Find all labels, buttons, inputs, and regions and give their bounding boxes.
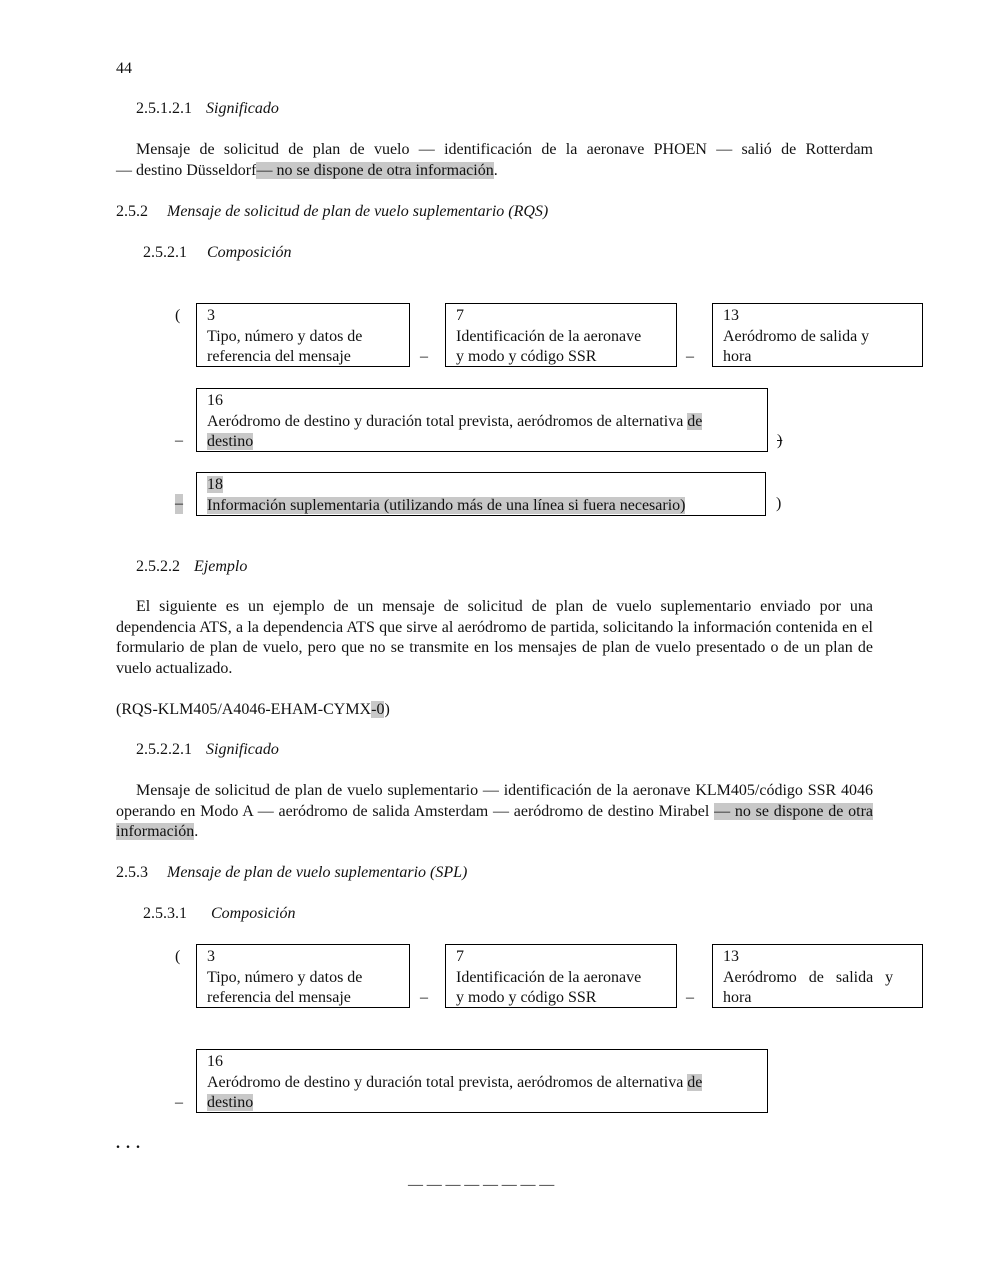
field-box-13: [712, 303, 923, 367]
field-label: [207, 496, 755, 517]
section-title: Significado: [206, 741, 279, 758]
field-label: y modo y código SSR: [456, 348, 597, 365]
highlighted-text: Información suplementaria (utilizando más de una línea si fuera necesario): [207, 496, 686, 514]
close-paren: ): [776, 495, 782, 512]
example-message: [116, 700, 390, 720]
open-paren: (: [175, 948, 181, 965]
section-heading: [136, 740, 279, 760]
paragraph-meaning-1: [116, 140, 873, 181]
paragraph-line: Mensaje de solicitud de plan de vuelo — identificación de la aeronave PHOEN — salió de Rotterdam: [136, 141, 873, 158]
highlighted-text: de: [687, 412, 703, 430]
field-label: referencia del mensaje: [207, 989, 351, 1006]
field-label: hora: [723, 989, 752, 1006]
section-number: 2.5.3.1: [143, 905, 187, 922]
section-heading: [143, 904, 295, 924]
highlighted-text: 18: [207, 476, 223, 493]
field-box-3: [196, 303, 410, 367]
highlighted-text: destino: [207, 1094, 254, 1111]
field-label: [207, 412, 757, 433]
field-number: 16: [207, 392, 223, 409]
text-span: Aeródromo de destino y duración total prevista, aeródromos de alternativa: [207, 1073, 688, 1091]
field-box-16: [196, 1049, 768, 1113]
section-number: 2.5.3: [116, 864, 148, 881]
dash-separator: –: [686, 348, 694, 365]
section-heading: [136, 557, 247, 577]
field-number: [207, 475, 755, 496]
field-number: 3: [207, 307, 215, 324]
field-label: Aeródromo de salida y: [723, 327, 870, 345]
end-rule: — — — — — — — —: [408, 1177, 555, 1193]
dash-separator: –: [175, 432, 183, 449]
field-number: 7: [456, 307, 464, 324]
field-label: y modo y código SSR: [456, 989, 597, 1006]
section-title: Mensaje de plan de vuelo suplementario (SPL): [167, 864, 468, 881]
field-label: hora: [723, 348, 752, 365]
field-box-7: [445, 303, 677, 367]
highlighted-text: — no se dispone de otra información: [116, 802, 874, 840]
open-paren: (: [175, 307, 181, 324]
text-span: ): [384, 701, 390, 718]
field-number: 3: [207, 948, 215, 965]
field-box-13: [712, 944, 923, 1008]
paragraph-example-intro: El siguiente es un ejemplo de un mensaje de solicitud de plan de vuelo suplementario enviado por una dependencia ATS, a la dependencia ATS que sirve al aeródromo de partida, solicitando la información contenida en el formulario de plan de vuelo, pero que no se transmite en los mensajes de plan de vuelo presentado o de un plan de vuelo actualizado.: [116, 598, 873, 677]
field-label: [207, 1073, 757, 1094]
text-span: .: [194, 823, 199, 840]
dash-separator: –: [686, 989, 694, 1006]
field-label: Tipo, número y datos de: [207, 968, 363, 986]
section-title: Ejemplo: [194, 558, 248, 575]
close-paren: ): [777, 432, 783, 449]
text-span: .: [493, 161, 498, 179]
highlighted-text: de: [687, 1073, 703, 1091]
text-span: Mensaje de solicitud de plan de vuelo suplementario — identificación de la aeronave KLM405/código SSR 4046 operando en Modo A — aeródromo de salida Amsterdam — aeródromo de destino Mirabel: [116, 782, 873, 820]
highlighted-text: -0: [371, 701, 385, 718]
field-number: 16: [207, 1053, 223, 1070]
section-number: 2.5.2.1: [143, 244, 187, 261]
section-heading: [136, 99, 279, 119]
field-label: referencia del mensaje: [207, 348, 351, 365]
field-label: Identificación de la aeronave: [456, 327, 642, 345]
text-span: Aeródromo de destino y duración total prevista, aeródromos de alternativa: [207, 412, 688, 430]
field-box-16: [196, 388, 768, 452]
text-span: — destino Düsseldorf: [116, 161, 257, 179]
field-number: 7: [456, 948, 464, 965]
highlighted-text: — no se dispone de otra información: [256, 161, 494, 179]
text-span: (RQS-KLM405/A4046-EHAM-CYMX: [116, 701, 372, 718]
section-heading: [143, 243, 291, 263]
section-number: 2.5.2.2.1: [136, 741, 192, 758]
section-title: Significado: [206, 100, 279, 117]
field-box-7: [445, 944, 677, 1008]
ellipsis: . . .: [116, 1135, 141, 1152]
field-number: 13: [723, 307, 739, 324]
paragraph-meaning-2: [116, 781, 873, 843]
dash-separator: –: [420, 989, 428, 1006]
section-number: 2.5.1.2.1: [136, 100, 192, 117]
field-label: Identificación de la aeronave: [456, 968, 642, 986]
dash-separator: –: [420, 348, 428, 365]
field-label: Aeródromo de salida y: [723, 968, 894, 986]
field-box-3: [196, 944, 410, 1008]
dash-separator: –: [175, 495, 183, 512]
page-number: 44: [116, 60, 132, 77]
section-heading: [116, 863, 467, 883]
field-box-18: [196, 472, 766, 516]
section-title: Mensaje de solicitud de plan de vuelo suplementario (RQS): [167, 203, 549, 220]
section-number: 2.5.2: [116, 203, 148, 220]
field-label: [207, 1093, 757, 1114]
section-number: 2.5.2.2: [136, 558, 180, 575]
field-label: Tipo, número y datos de: [207, 327, 363, 345]
field-number: 13: [723, 948, 739, 965]
field-label: [207, 432, 757, 453]
highlighted-text: destino: [207, 433, 254, 450]
section-heading: [116, 202, 548, 222]
section-title: Composición: [207, 244, 292, 261]
paragraph-line: [116, 161, 873, 182]
section-title: Composición: [211, 905, 296, 922]
dash-separator: –: [175, 1094, 183, 1111]
